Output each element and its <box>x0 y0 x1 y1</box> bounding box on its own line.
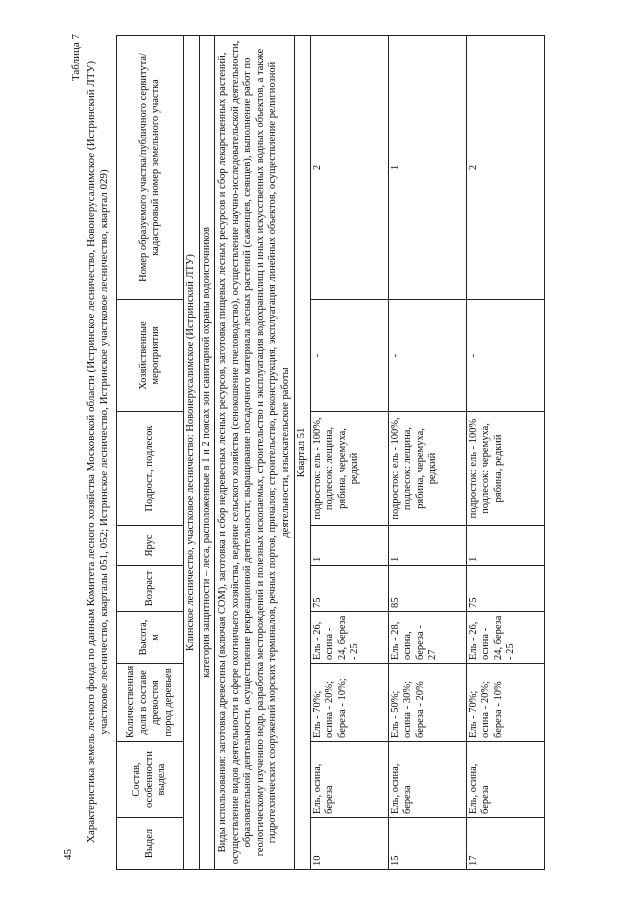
vysota-cell: Ель - 26, осина - 24, береза - 25 <box>466 612 544 664</box>
dolya-cell: Ель - 70%; осина - 20%; береза - 10% <box>466 664 544 742</box>
podrost-cell: подросток: ель - 100%, подлесок: лещина, рябина, черемуха, редкий <box>310 412 388 526</box>
vozrast-cell: 75 <box>310 566 388 612</box>
forest-table <box>116 35 545 870</box>
header-cell: Номер образуемого участка/публичного сервитута/кадастровый номер земельного участка <box>117 36 184 300</box>
table-row <box>388 36 466 870</box>
meropr-cell: - <box>310 300 388 412</box>
vydel-cell: 17 <box>466 818 544 870</box>
yarus-cell: 1 <box>310 526 388 566</box>
vozrast-cell: 75 <box>466 566 544 612</box>
category-cell: категория защитности – леса, расположенные в 1 и 2 поясах зон санитарной охраны водоисточников <box>199 36 215 870</box>
vydel-cell: 10 <box>310 818 388 870</box>
header-row <box>117 36 184 870</box>
header-cell: Выдел <box>117 818 184 870</box>
dolya-cell: Ель - 50%; осина - 30%; береза - 20% <box>388 664 466 742</box>
table-number: Таблица 7 <box>70 34 82 82</box>
yarus-cell: 1 <box>388 526 466 566</box>
vydel-cell: 15 <box>388 818 466 870</box>
sostav-cell: Ель, осина, береза <box>310 742 388 818</box>
header-cell: Возраст <box>117 566 184 612</box>
meropr-cell: - <box>466 300 544 412</box>
table-row <box>466 36 544 870</box>
forestry-cell: Клинское лесничество, участковое лесничество: Новоиерусалимское (Истринский ЛТУ) <box>184 36 200 870</box>
table-caption: Характеристика земель лесного фонда по данным Комитета лесного хозяйства Московской области (Истринское лесничество, Новоиерусалимское (Истринский ЛТУ) участковое лесничество, кварталы 051, 052; Истринское лесничество, Истринское участковое лесничество, квартал 029) <box>85 60 110 844</box>
header-cell: Подрост., подлесок <box>117 412 184 526</box>
podrost-cell: подросток: ель - 100%, подлесок: лещина, рябина, черемуха, редкий <box>388 412 466 526</box>
yarus-cell: 1 <box>466 526 544 566</box>
uses-cell: Виды использования: заготовка древесины (включая СОМ), заготовка и сбор недревесных лесных ресурсов, заготовка пищевых лесных ресурсов и сбор лекарственных растений, осуществление видов деятельности в сфере охотничьего хозяйства, ведение сельского хозяйства (сенокошение пчеловодство), осуществление научно-исследовательской деятельности, образовательной деятельности, осуществление рекреационной деятельности; выращивание посадочного материала лесных растений (саженцев, сеянцев), выполнение работ по геологическому изучению недр, разработка месторождений и полезных ископаемых, строительство и эксплуатация водохранилищ и иных искусственных водных объектов, а также гидротехнических сооружений морских терминалов, речных портов, причалов; строительство, реконструкция, эксплуатация линейных объектов, осуществление религиозной деятельности, изыскательские работы <box>215 36 295 870</box>
header-cell: Хозяйственные мероприятия <box>117 300 184 412</box>
header-cell: Состав, особенности выдела <box>117 742 184 818</box>
forestry-row <box>184 36 200 870</box>
meropr-cell: - <box>388 300 466 412</box>
dolya-cell: Ель - 70%; осина - 20%; береза - 10%; <box>310 664 388 742</box>
header-cell: Ярус <box>117 526 184 566</box>
header-cell: Количественная доля в составе древостоя пород деревьев <box>117 664 184 742</box>
vozrast-cell: 85 <box>388 566 466 612</box>
header-cell: Высота, м <box>117 612 184 664</box>
uses-row <box>215 36 295 870</box>
nomer-cell: 1 <box>388 36 466 300</box>
sostav-cell: Ель, осина, береза <box>466 742 544 818</box>
nomer-cell: 2 <box>310 36 388 300</box>
quarter-row <box>295 36 311 870</box>
podrost-cell: подросток: ель - 100% подлесок: черемуха, рябина, редкий <box>466 412 544 526</box>
category-row <box>199 36 215 870</box>
table-row <box>310 36 388 870</box>
sostav-cell: Ель, осина, береза <box>388 742 466 818</box>
rotated-page <box>70 28 610 878</box>
vysota-cell: Ель - 26, осина - 24, береза - 25 <box>310 612 388 664</box>
vysota-cell: Ель - 28, осина, береза - 27 <box>388 612 466 664</box>
page-number: 45 <box>62 849 74 860</box>
quarter-cell: Квартал 51 <box>295 36 311 870</box>
nomer-cell: 2 <box>466 36 544 300</box>
